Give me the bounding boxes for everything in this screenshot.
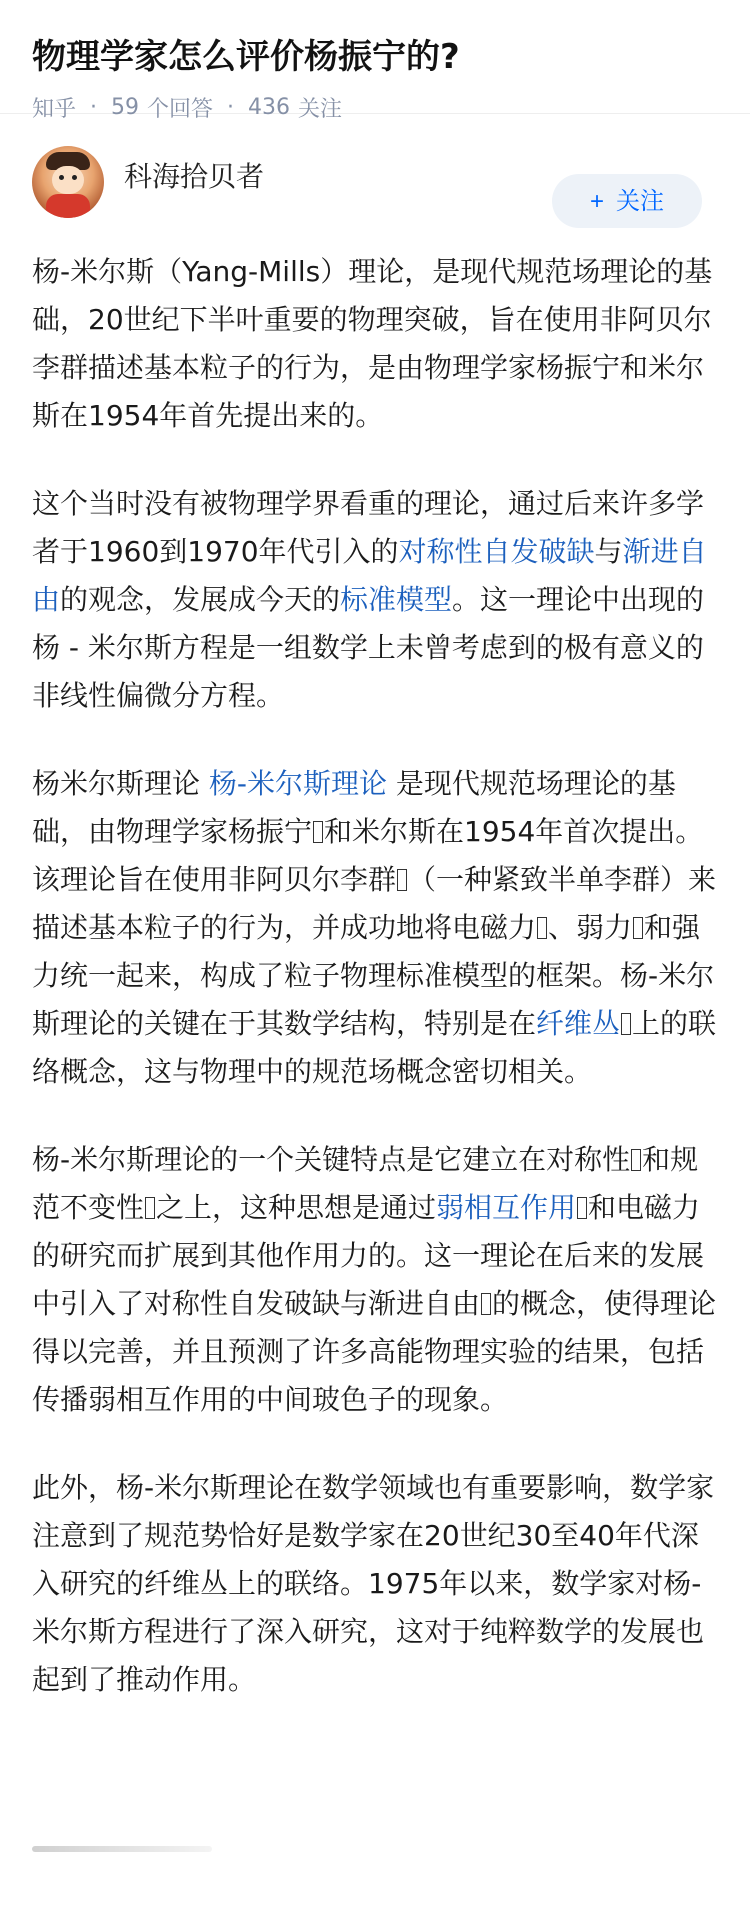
link-yang-mills-theory[interactable]: 杨-米尔斯理论	[208, 767, 388, 800]
question-header	[0, 0, 750, 122]
followers-label[interactable]: 关注	[298, 97, 343, 122]
text: 和米尔斯在1954年首次提出。该理论旨在使用非阿贝尔李群	[32, 815, 704, 896]
link-weak-interaction[interactable]: 弱相互作用	[436, 1191, 577, 1224]
cartoon-avatar-icon[interactable]	[32, 146, 104, 218]
text: 杨-米尔斯理论的一个关键特点是它建立在对称性	[32, 1143, 631, 1176]
text: 。这一理论中出现的杨 - 米尔斯方程是一组数学上未曾考虑到的极有意义的非线性偏微分方程。	[32, 583, 705, 712]
missing-glyph-icon	[537, 917, 547, 939]
followers-count[interactable]: 436	[248, 95, 291, 120]
link-asymptotic-freedom[interactable]: 渐进自由	[32, 535, 707, 616]
text: 的观念，发展成今天的	[60, 583, 341, 616]
missing-glyph-icon	[397, 869, 407, 891]
text: 上的联络概念，这与物理中的规范场概念密切相关。	[32, 1007, 717, 1088]
text: 和电磁力的研究而扩展到其他作用力的。这一理论在后来的发展中引入了对称性自发破缺与渐进自由	[32, 1191, 705, 1320]
follow-label: 关注	[616, 188, 664, 215]
paragraph-3	[32, 760, 718, 1096]
text: 和规范不变性	[32, 1143, 699, 1224]
missing-glyph-icon	[481, 1293, 491, 1315]
text: 是现代规范场理论的基础，由物理学家杨振宁	[32, 767, 676, 848]
paragraph-2	[32, 480, 718, 720]
answers-label[interactable]: 个回答	[147, 97, 214, 122]
question-title[interactable]: 物理学家怎么评价杨振宁的?	[32, 37, 460, 77]
paragraph-1: 杨-米尔斯（Yang-Mills）理论，是现代规范场理论的基础，20世纪下半叶重要的物理突破，旨在使用非阿贝尔李群描述基本粒子的行为，是由物理学家杨振宁和米尔斯在1954年首先提出来的。	[32, 255, 713, 432]
link-standard-model[interactable]: 标准模型	[340, 583, 453, 616]
author-row	[0, 114, 750, 232]
text: 和强力统一起来，构成了粒子物理标准模型的框架。杨-米尔斯理论的关键在于其数学结构，特别是在	[32, 911, 715, 1040]
bottom-fade-bar	[32, 1846, 212, 1852]
link-fiber-bundle[interactable]: 纤维丛	[536, 1007, 621, 1040]
paragraph-5: 此外，杨-米尔斯理论在数学领域也有重要影响，数学家注意到了规范势恰好是数学家在20世纪30至40年代深入研究的纤维丛上的联络。1975年以来，数学家对杨-米尔斯方程进行了深入研究，这对于纯粹数学的发展也起到了推动作用。	[32, 1471, 715, 1696]
missing-glyph-icon	[621, 1013, 631, 1035]
text: （一种紧致半单李群）来描述基本粒子的行为，并成功地将电磁力	[32, 863, 717, 944]
text: 的概念，使得理论得以完善，并且预测了许多高能物理实验的结果，包括传播弱相互作用的中间玻色子的现象。	[32, 1287, 717, 1416]
missing-glyph-icon	[633, 917, 643, 939]
text: 、弱力	[548, 911, 633, 944]
missing-glyph-icon	[577, 1197, 587, 1219]
text: 与	[594, 535, 623, 568]
follow-button[interactable]	[552, 174, 702, 228]
link-symmetry-breaking[interactable]: 对称性自发破缺	[398, 535, 595, 568]
text: 杨米尔斯理论	[32, 767, 209, 800]
missing-glyph-icon	[145, 1197, 155, 1219]
missing-glyph-icon	[313, 821, 323, 843]
missing-glyph-icon	[631, 1149, 641, 1171]
source-label[interactable]: 知乎	[32, 97, 77, 122]
author-name[interactable]: 科海拾贝者	[124, 160, 265, 193]
plus-icon: +	[589, 188, 604, 215]
answers-count[interactable]: 59	[111, 95, 140, 120]
answer-content	[0, 232, 750, 1704]
meta-separator: ·	[90, 95, 98, 120]
text: 这个当时没有被物理学界看重的理论，通过后来许多学者于1960到1970年代引入的	[32, 487, 705, 568]
text: 之上，这种思想是通过	[156, 1191, 437, 1224]
meta-separator: ·	[227, 95, 235, 120]
paragraph-4	[32, 1136, 718, 1424]
